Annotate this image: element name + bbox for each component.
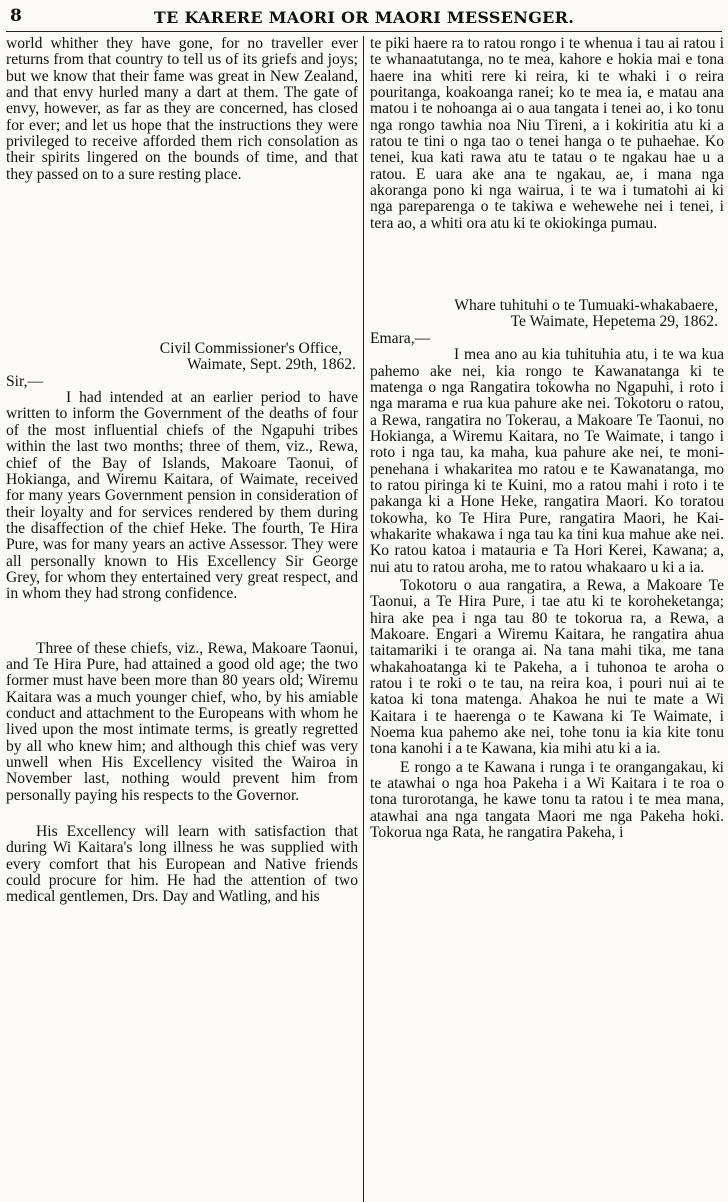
english-salutation: Sir,— <box>6 372 44 390</box>
page-header <box>6 4 722 32</box>
maori-paragraph-1: I mea ano au kia tuhituhia atu, i te wa kua pahemo ake nei, kia rongo te Kawanatanga ki te matenga o nga Rangatira tokowha no Ngapuhi, i roto i nga marama e rua kua pahure ake nei. Tokotoru o ratou, a Rewa, rangatira no Tokerau, a Makoare Te Taonui, no Hokianga, a Wiremu Kaitara, no Te Waimate, i tango i roto i nga tau, ka maha, kua pahure ake nei, te moni-penehana i whakaritea mo ratou e te Kawanatanga, mo to ratou piringa ki te Kuini, mo a ratou mahi i roto i te pakanga ki a Hone Heke, rangatira Maori. Ko toratou tokowha, ko Te Hira Pure, rangatira Maori, he Kai-whakarite whakawa i nga tau ka tini kua mahue ake nei. Ko ratou katoa i matauria e Ta Hori Kerei, Kawana; a, nui atu to ratou aroha, me to ratou whakaaro u ki a ia. <box>370 346 724 576</box>
maori-place-date: Te Waimate, Hepetema 29, 1862. <box>510 313 718 331</box>
english-office-heading: Civil Commissioner's Office, <box>159 340 342 358</box>
english-place-date: Waimate, Sept. 29th, 1862. <box>187 356 356 374</box>
english-column <box>6 36 358 1202</box>
maori-paragraph-2: Tokotoru o aua rangatira, a Rewa, a Makoare Te Taonui, a Te Hira Pure, i tae atu ki te koroheketanga; hira ake pea i nga tau 80 te tokorua ra, a Rewa, a Makoare. Engari a Wiremu Kaitara, he rangatira ahua taitamariki i te oranga ai. Na tana mahi tika, me tana whakahoatanga ki te Pakeha, a i tuhonoa te aroha o ratou i te roki o te tau, na reira koa, i pouri nui ai te katoa ki tona matenga. Ahakoa he nui te mate a Wi Kaitara i te haerenga o te Kawana ki Te Waimate, i Noema kua pahemo ake nei, tohe tonu ia kia kite tonu tona kanohi i a te Kawana, kia mihi atu ki a ia. <box>370 576 724 758</box>
english-intro-paragraph: world whither they have gone, for no traveller ever returns from that country to tell us of its griefs and joys; but we know that their fame was great in New Zealand, and that envy hurled many a dart at them. The gate of envy, however, as far as they are concerned, has closed for ever; and let us hope that the instructions they were privileged to receive afforded them rich consolation as their spirits lingered on the bounds of time, and that they passed on to a sure resting place. <box>6 36 358 183</box>
english-paragraph-2: Three of these chiefs, viz., Rewa, Makoare Taonui, and Te Hira Pure, had attained a good old age; the two former must have been more than 80 years old; Wiremu Kaitara was a much younger chief, who, by his amiable conduct and attachment to the Europeans with whom he lived upon the most intimate terms, is greatly regretted by all who knew him; and although this chief was very unwell when His Excellency visited the Wairoa in November last, nothing would prevent him from personally paying his respects to the Governor. <box>6 639 358 804</box>
column-divider <box>363 36 364 1202</box>
newspaper-title: TE KARERE MAORI OR MAORI MESSENGER. <box>153 8 575 27</box>
english-paragraph-1: I had intended at an earlier period to have written to inform the Government of the deaths of four of the most influential chiefs of the Ngapuhi tribes within the last two months; three of them, viz., Rewa, chief of the Bay of Islands, Makoare Taonui, of Hokianga, and Wiremu Kaitara, of Waimate, received for many years Government pension in consideration of their loyalty and for services rendered by them during the disaffection of the chief Heke. The fourth, Te Hira Pure, was for many years an active Assessor. They were all personally known to His Excellency Sir George Grey, for whom they entertained very great respect, and in whom they had strong confidence. <box>6 389 358 603</box>
maori-salutation: Emara,— <box>370 329 431 347</box>
page-number: 8 <box>10 6 22 26</box>
maori-intro-paragraph: te piki haere ra to ratou rongo i te whenua i tau ai ratou i te whanaatutanga, no te mea, kahore e hokia mai e tona haere ina whiti rere ki reira, ki te whaki i o reira pouritanga, koakoanga ranei; ko te mea ia, e matau ana matou i te nohoanga ai o aua tangata i tenei ao, i ko tonu nga rongo tawhia noa Niu Tireni, a i kokiritia atu ki a ratou te tini o nga tao o tenei hanga o te puhaehae. Ko tenei, kua kati rawa atu te tatau o te ngakau hae u a ratou. E uara ake ana te ngakau, ae, i mana nga akoranga pono ki nga wairua, i te wa i tumatohi ai ki nga pareparenga o te takiwa e wehewehe nei i tenei, i tera ao, a whiti ora atu ki te okiokinga pumau. <box>370 36 724 232</box>
maori-column <box>370 36 724 1202</box>
english-paragraph-3: His Excellency will learn with satisfaction that during Wi Kaitara's long illness he was supplied with every comfort that his European and Native friends could procure for him. He had the attention of two medical gentlemen, Drs. Day and Watling, and his <box>6 823 358 906</box>
maori-paragraph-3: E rongo a te Kawana i runga i te orangangakau, ki te atawhai o nga hoa Pakeha i a Wi Kaitara i te roa o tona turorotanga, he kawe tonu ta ratou i te mea mana, atawhai ana nga tangata Maori me nga Pakeha hoki. Tokorua nga Rata, he rangatira Pakeha, i <box>370 758 724 842</box>
maori-office-heading: Whare tuhituhi o te Tumuaki-whakabaere, <box>454 297 718 315</box>
